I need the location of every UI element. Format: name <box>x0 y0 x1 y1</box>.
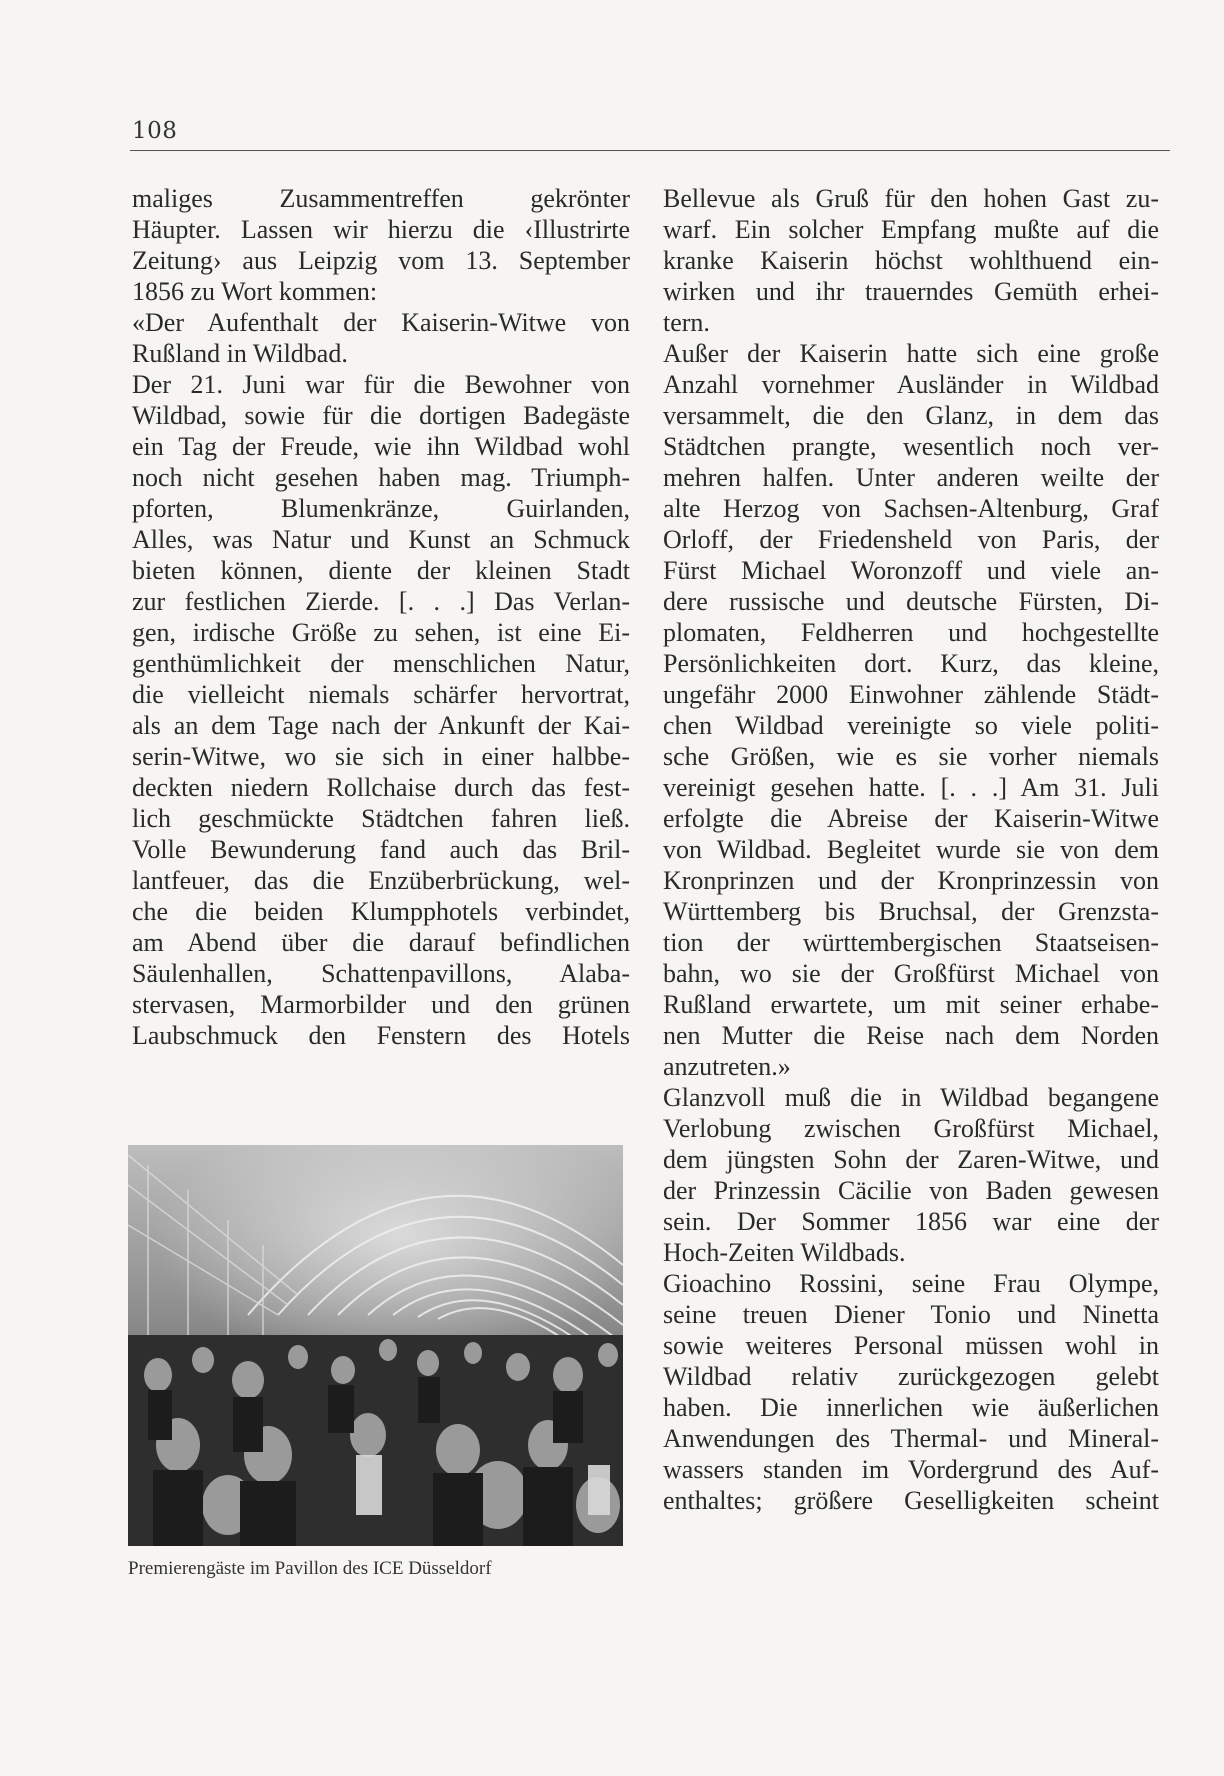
text-line: ein Tag der Freude, wie ihn Wildbad wohl <box>132 432 630 461</box>
text-line: genthümlichkeit der menschlichen Natur, <box>132 649 630 678</box>
text-line: dere russische und deutsche Fürsten, Di- <box>663 587 1159 616</box>
text-line: stervasen, Marmorbilder und den grünen <box>132 990 630 1019</box>
text-line: Hoch-Zeiten Wildbads. <box>663 1238 906 1267</box>
text-line: der Prinzessin Cäcilie von Baden gewesen <box>663 1176 1159 1205</box>
text-line: seine treuen Diener Tonio und Ninetta <box>663 1300 1159 1329</box>
text-line: Rußland erwartete, um mit seiner erhabe- <box>663 990 1159 1019</box>
text-line: anzutreten.» <box>663 1052 791 1081</box>
text-line: Anwendungen des Thermal- und Mineral- <box>663 1424 1159 1453</box>
text-line: von Wildbad. Begleitet wurde sie von dem <box>663 835 1159 864</box>
text-line: Persönlichkeiten dort. Kurz, das kleine, <box>663 649 1159 678</box>
text-line: deckten niedern Rollchaise durch das fest- <box>132 773 630 802</box>
text-line: lantfeuer, das die Enzüberbrückung, wel- <box>132 866 630 895</box>
text-line: chen Wildbad vereinigte so viele politi- <box>663 711 1159 740</box>
text-line: Fürst Michael Woronzoff und viele an- <box>663 556 1159 585</box>
text-line: Volle Bewunderung fand auch das Bril- <box>132 835 630 864</box>
text-line: dem jüngsten Sohn der Zaren-Witwe, und <box>663 1145 1159 1174</box>
text-line: Gioachino Rossini, seine Frau Olympe, <box>663 1269 1159 1298</box>
left-column <box>132 183 630 1051</box>
header-rule <box>130 150 1170 151</box>
text-line: plomaten, Feldherren und hochgestellte <box>663 618 1159 647</box>
text-line: Verlobung zwischen Großfürst Michael, <box>663 1114 1159 1143</box>
photo-caption: Premierengäste im Pavillon des ICE Düsseldorf <box>128 1558 492 1579</box>
right-column <box>663 183 1159 1516</box>
text-line: maliges Zusammentreffen gekrönter <box>132 184 630 213</box>
text-line: kranke Kaiserin höchst wohlthuend ein- <box>663 246 1159 275</box>
text-line: warf. Ein solcher Empfang mußte auf die <box>663 215 1159 244</box>
text-line: haben. Die innerlichen wie äußerlichen <box>663 1393 1159 1422</box>
text-line: Häupter. Lassen wir hierzu die ‹Illustrirte <box>132 215 630 244</box>
text-line: wassers standen im Vordergrund des Auf- <box>663 1455 1159 1484</box>
text-line: che die beiden Klumpphotels verbindet, <box>132 897 630 926</box>
text-line: Städtchen prangte, wesentlich noch ver- <box>663 432 1159 461</box>
text-line: Rußland in Wildbad. <box>132 339 348 368</box>
text-line: Bellevue als Gruß für den hohen Gast zu- <box>663 184 1159 213</box>
text-line: die vielleicht niemals schärfer hervortrat, <box>132 680 630 709</box>
page-number: 108 <box>132 118 178 144</box>
text-line: pforten, Blumenkränze, Guirlanden, <box>132 494 630 523</box>
text-line: Württemberg bis Bruchsal, der Grenzsta- <box>663 897 1159 926</box>
text-line: 1856 zu Wort kommen: <box>132 277 378 306</box>
text-line: bieten können, diente der kleinen Stadt <box>132 556 630 585</box>
text-line: ungefähr 2000 Einwohner zählende Städt- <box>663 680 1159 709</box>
text-line: Wildbad, sowie für die dortigen Badegäste <box>132 401 630 430</box>
text-line: «Der Aufenthalt der Kaiserin-Witwe von <box>132 308 630 337</box>
text-line: Orloff, der Friedensheld von Paris, der <box>663 525 1159 554</box>
text-line: lich geschmückte Städtchen fahren ließ. <box>132 804 630 833</box>
text-line: vereinigt gesehen hatte. [. . .] Am 31. Juli <box>663 773 1159 802</box>
text-line: am Abend über die darauf befindlichen <box>132 928 630 957</box>
text-line: Der 21. Juni war für die Bewohner von <box>132 370 630 399</box>
text-line: nen Mutter die Reise nach dem Norden <box>663 1021 1159 1050</box>
text-line: sowie weiteres Personal müssen wohl in <box>663 1331 1159 1360</box>
text-line: Alles, was Natur und Kunst an Schmuck <box>132 525 630 554</box>
text-line: tern. <box>663 308 710 337</box>
text-line: noch nicht gesehen haben mag. Triumph- <box>132 463 630 492</box>
text-line: Säulenhallen, Schattenpavillons, Alaba- <box>132 959 630 988</box>
text-line: bahn, wo sie der Großfürst Michael von <box>663 959 1159 988</box>
text-line: gen, irdische Größe zu sehen, ist eine Ei- <box>132 618 630 647</box>
text-line: Anzahl vornehmer Ausländer in Wildbad <box>663 370 1159 399</box>
text-line: als an dem Tage nach der Ankunft der Kai- <box>132 711 630 740</box>
text-line: Laubschmuck den Fenstern des Hotels <box>132 1021 630 1050</box>
text-line: mehren halfen. Unter anderen weilte der <box>663 463 1159 492</box>
text-line: enthaltes; größere Geselligkeiten scheint <box>663 1486 1159 1515</box>
text-line: Zeitung› aus Leipzig vom 13. September <box>132 246 630 275</box>
text-line: Wildbad relativ zurückgezogen gelebt <box>663 1362 1159 1391</box>
text-line: versammelt, die den Glanz, in dem das <box>663 401 1159 430</box>
text-line: erfolgte die Abreise der Kaiserin-Witwe <box>663 804 1159 833</box>
text-line: sein. Der Sommer 1856 war eine der <box>663 1207 1159 1236</box>
text-line: Außer der Kaiserin hatte sich eine große <box>663 339 1159 368</box>
text-line: Glanzvoll muß die in Wildbad begangene <box>663 1083 1159 1112</box>
text-line: alte Herzog von Sachsen-Altenburg, Graf <box>663 494 1159 523</box>
pavilion-photo <box>128 1145 623 1546</box>
pavilion-photo-drawing <box>128 1145 623 1546</box>
text-line: tion der württembergischen Staatseisen- <box>663 928 1159 957</box>
text-line: Kronprinzen und der Kronprinzessin von <box>663 866 1159 895</box>
text-line: sche Größen, wie es sie vorher niemals <box>663 742 1159 771</box>
text-line: wirken und ihr trauerndes Gemüth erhei- <box>663 277 1159 306</box>
text-line: zur festlichen Zierde. [. . .] Das Verlan- <box>132 587 630 616</box>
text-line: serin-Witwe, wo sie sich in einer halbbe- <box>132 742 630 771</box>
